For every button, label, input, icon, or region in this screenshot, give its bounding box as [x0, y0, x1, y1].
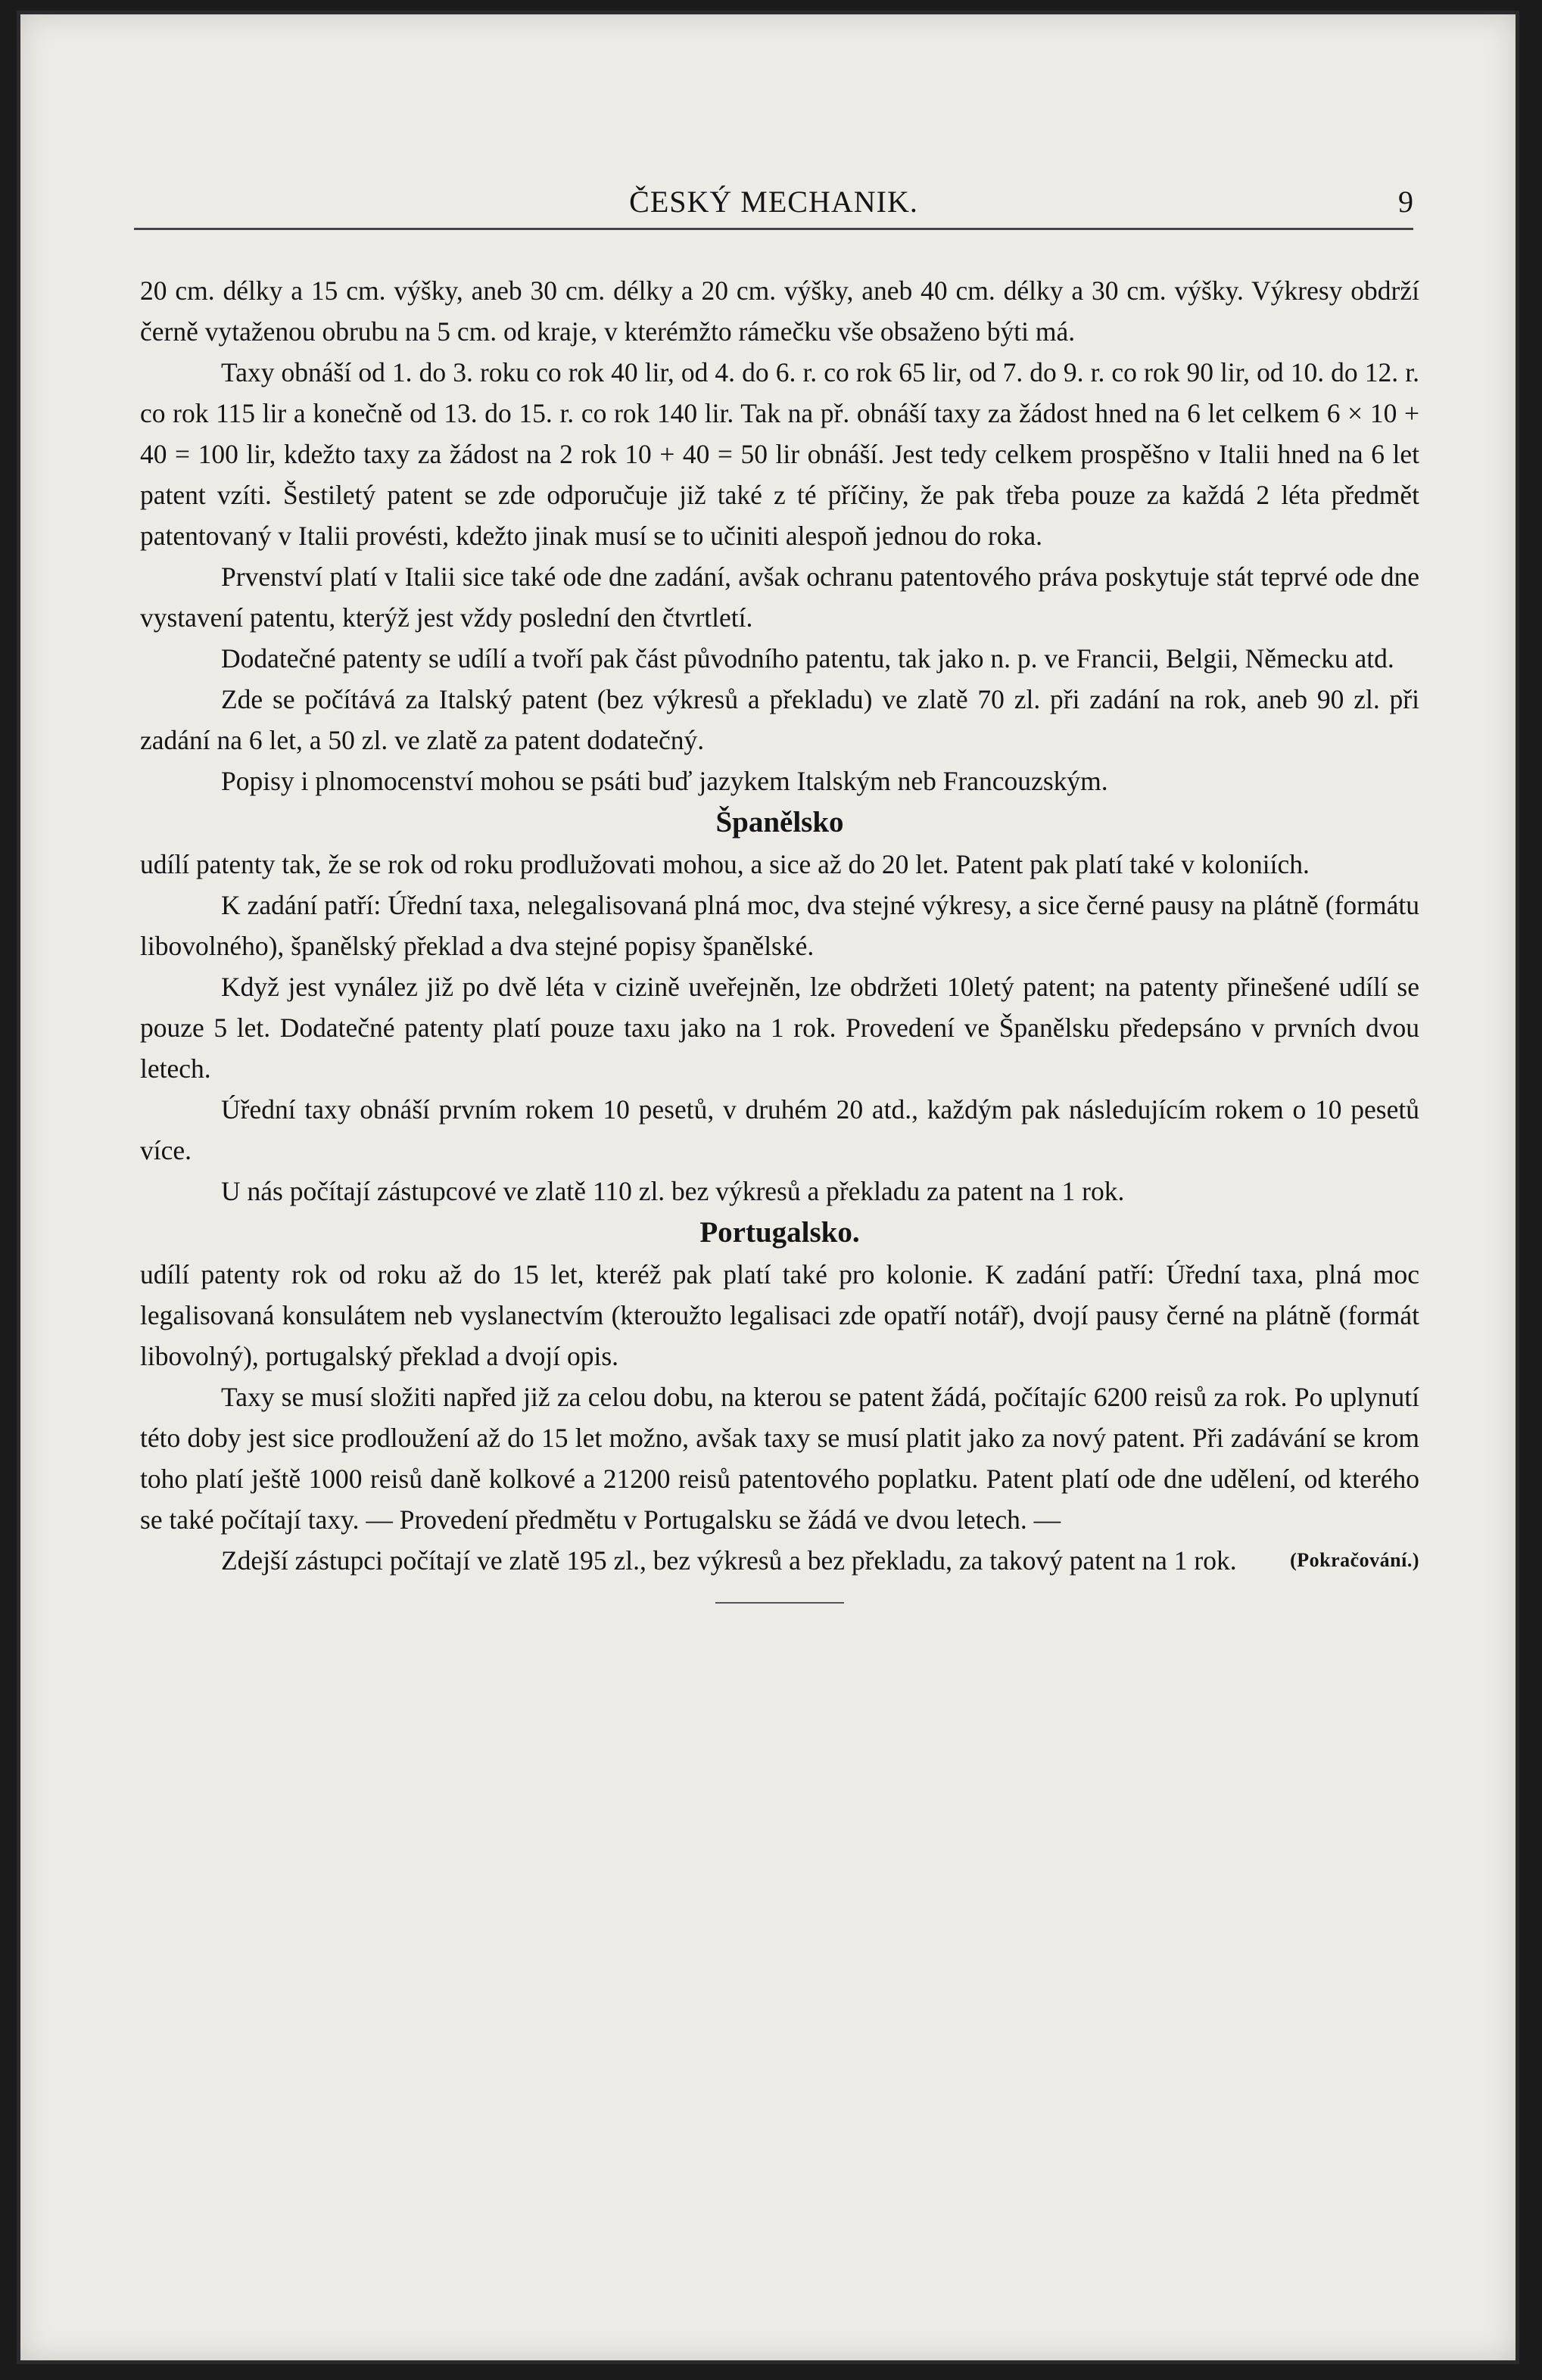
paragraph-italy-cost: Zde se počítává za Italský patent (bez výkresů a překladu) ve zlatě 70 zl. při zadání na rok, aneb 90 zl. při zadání na 6 let, a 50 zl. ve zlatě za patent dodatečný. — [140, 684, 1419, 755]
section-heading-spain: Španělsko — [715, 806, 844, 838]
page-sheet — [17, 11, 1519, 2364]
paragraph-spain-cost: U nás počítají zástupcové ve zlatě 110 zl. bez výkresů a překladu za patent na 1 rok. — [221, 1176, 1125, 1206]
end-rule — [715, 1602, 844, 1604]
page-number: 9 — [1398, 185, 1413, 219]
paragraph-spain-requirements: K zadání patří: Úřední taxa, nelegalisovaná plná moc, dva stejné výkresy, a sice černé pausy na plátně (formátu libovolného), španělský překlad a dva stejné popisy španělské. — [140, 890, 1419, 961]
paragraph-spain-fees: Úřední taxy obnáší prvním rokem 10 pesetů, v druhém 20 atd., každým pak následujícím rokem o 10 pesetů více. — [140, 1094, 1419, 1165]
paragraph-italy-fees: Taxy obnáší od 1. do 3. roku co rok 40 lir, od 4. do 6. r. co rok 65 lir, od 7. do 9. r. co rok 90 lir, od 10. do 12. r. co rok 115 lir a konečně od 13. do 15. r. co rok 140 lir. Tak na př. obnáší taxy za žádost hned na 6 let celkem 6 × 10 + 40 = 100 lir, kdežto taxy za žádost na 2 rok 10 + 40 = 50 lir obnáší. Jest tedy celkem prospěšno v Italii hned na 6 let patent vzíti. Šestiletý patent se zde odporučuje již také z té příčiny, že pak třeba pouze za každá 2 léta předmět patentovaný v Italii provésti, kdežto jinak musí se to učiniti alespoň jednou do roka. — [140, 357, 1419, 551]
paragraph-spain-intro: udílí patenty tak, že se rok od roku prodlužovati mohou, a sice až do 20 let. Patent pak platí také v koloniích. — [140, 849, 1310, 879]
running-title: ČESKÝ MECHANIK. — [629, 185, 918, 219]
section-heading-portugal: Portugalsko. — [699, 1216, 860, 1249]
paragraph-italy-priority: Prvenství platí v Italii sice také ode dne zadání, avšak ochranu patentového práva poskytuje stát teprvé ode dne vystavení patentu, kterýž jest vždy poslední den čtvrtletí. — [140, 562, 1419, 633]
continued-note: (Pokračování.) — [1290, 1549, 1419, 1571]
paragraph-portugal-fees: Taxy se musí složiti napřed již za celou dobu, na kterou se patent žádá, počítajíc 6200 reisů za rok. Po uplynutí této doby jest sice prodloužení až do 15 let možno, avšak taxy se musí platit jako za nový patent. Při zadávání se krom toho platí ještě 1000 reisů daně kolkové a 21200 reisů patentového poplatku. Patent platí ode dne udělení, od kterého se také počítají taxy. — Provedení předmětu v Portugalsku se žádá ve dvou letech. — — [140, 1382, 1419, 1535]
paragraph-italy-language: Popisy i plnomocenství mohou se psáti buď jazykem Italským neb Francouzským. — [221, 766, 1108, 796]
paragraph-portugal-cost: Zdejší zástupci počítají ve zlatě 195 zl., bez výkresů a bez překladu, za takový patent na 1 rok. — [221, 1545, 1237, 1576]
paragraph-italy-additional: Dodatečné patenty se udílí a tvoří pak část původního patentu, tak jako n. p. ve Francii, Belgii, Německu atd. — [221, 643, 1394, 674]
paragraph-spain-duration: Když jest vynález již po dvě léta v cizině uveřejněn, lze obdržeti 10letý patent; na patenty přinešené udílí se pouze 5 let. Dodatečné patenty platí pouze taxu jako na 1 rok. Provedení ve Španělsku předepsáno v prvních dvou letech. — [140, 972, 1419, 1084]
article-body — [140, 270, 1419, 1604]
paragraph-dimensions: 20 cm. délky a 15 cm. výšky, aneb 30 cm. délky a 20 cm. výšky, aneb 40 cm. délky a 30 cm. výšky. Výkresy obdrží černě vytaženou obrubu na 5 cm. od kraje, v kterémžto rámečku vše obsaženo býti má. — [140, 275, 1419, 347]
closing-line — [140, 1540, 1419, 1581]
paragraph-portugal-intro: udílí patenty rok od roku až do 15 let, kteréž pak platí také pro kolonie. K zadání patří: Úřední taxa, plná moc legalisovaná konsulátem neb vyslanectvím (kteroužto legalisaci zde opatří notář), dvojí pausy černé na plátně (formát libovolný), portugalský překlad a dvojí opis. — [140, 1259, 1419, 1371]
page-header — [134, 175, 1413, 230]
